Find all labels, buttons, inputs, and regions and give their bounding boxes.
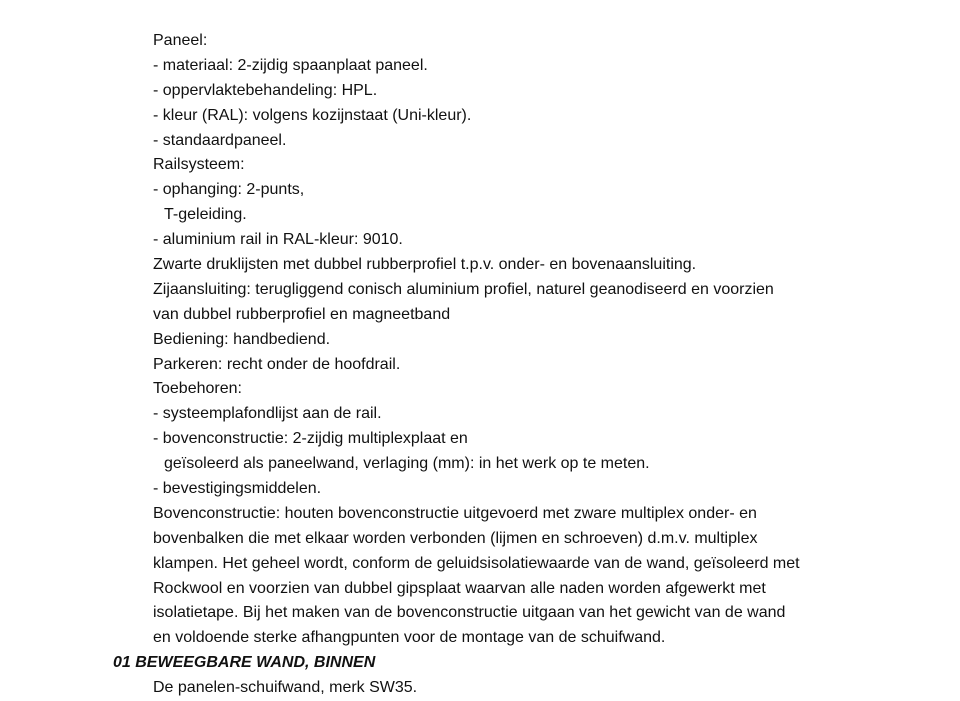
text-line: - bovenconstructie: 2-zijdig multiplexplaat en [153, 430, 468, 448]
text-line: Bovenconstructie: houten bovenconstructie uitgevoerd met zware multiplex onder- en [153, 504, 757, 522]
text-line: geïsoleerd als paneelwand, verlaging (mm): in het werk op te meten. [164, 455, 650, 473]
text-line: van dubbel rubberprofiel en magneetband [153, 305, 451, 323]
text-line: - oppervlaktebehandeling: HPL. [153, 81, 378, 99]
text-line: Railsysteem: [153, 156, 245, 174]
text-line: Toebehoren: [153, 380, 242, 398]
text-line: T-geleiding. [164, 206, 247, 224]
text-line: klampen. Het geheel wordt, conform de geluidsisolatiewaarde van de wand, geïsoleerd met [153, 554, 800, 572]
text-line: en voldoende sterke afhangpunten voor de montage van de schuifwand. [153, 629, 666, 647]
text-line: De panelen-schuifwand, merk SW35. [153, 679, 418, 697]
text-line: - bevestigingsmiddelen. [153, 480, 322, 498]
section-heading: 01 BEWEEGBARE WAND, BINNEN [113, 654, 376, 672]
text-line: - systeemplafondlijst aan de rail. [153, 405, 382, 423]
text-line: Zwarte druklijsten met dubbel rubberprofiel t.p.v. onder- en bovenaansluiting. [153, 256, 697, 274]
text-line: Rockwool en voorzien van dubbel gipsplaat waarvan alle naden worden afgewerkt met [153, 579, 766, 597]
text-line: - ophanging: 2-punts, [153, 181, 305, 199]
text-line: - kleur (RAL): volgens kozijnstaat (Uni-kleur). [153, 106, 472, 124]
text-line: bovenbalken die met elkaar worden verbonden (lijmen en schroeven) d.m.v. multiplex [153, 529, 758, 547]
document-page [0, 29, 960, 701]
text-line: isolatietape. Bij het maken van de bovenconstructie uitgaan van het gewicht van de wand [153, 604, 786, 622]
text-line: Bediening: handbediend. [153, 330, 331, 348]
text-line: Zijaansluiting: terugliggend conisch aluminium profiel, naturel geanodiseerd en voorzien [153, 280, 774, 298]
text-line: - materiaal: 2-zijdig spaanplaat paneel. [153, 56, 428, 74]
text-line: - standaardpaneel. [153, 131, 287, 149]
text-line: Paneel: [153, 32, 208, 49]
text-line: Parkeren: recht onder de hoofdrail. [153, 355, 401, 373]
text-line: - aluminium rail in RAL-kleur: 9010. [153, 231, 403, 249]
